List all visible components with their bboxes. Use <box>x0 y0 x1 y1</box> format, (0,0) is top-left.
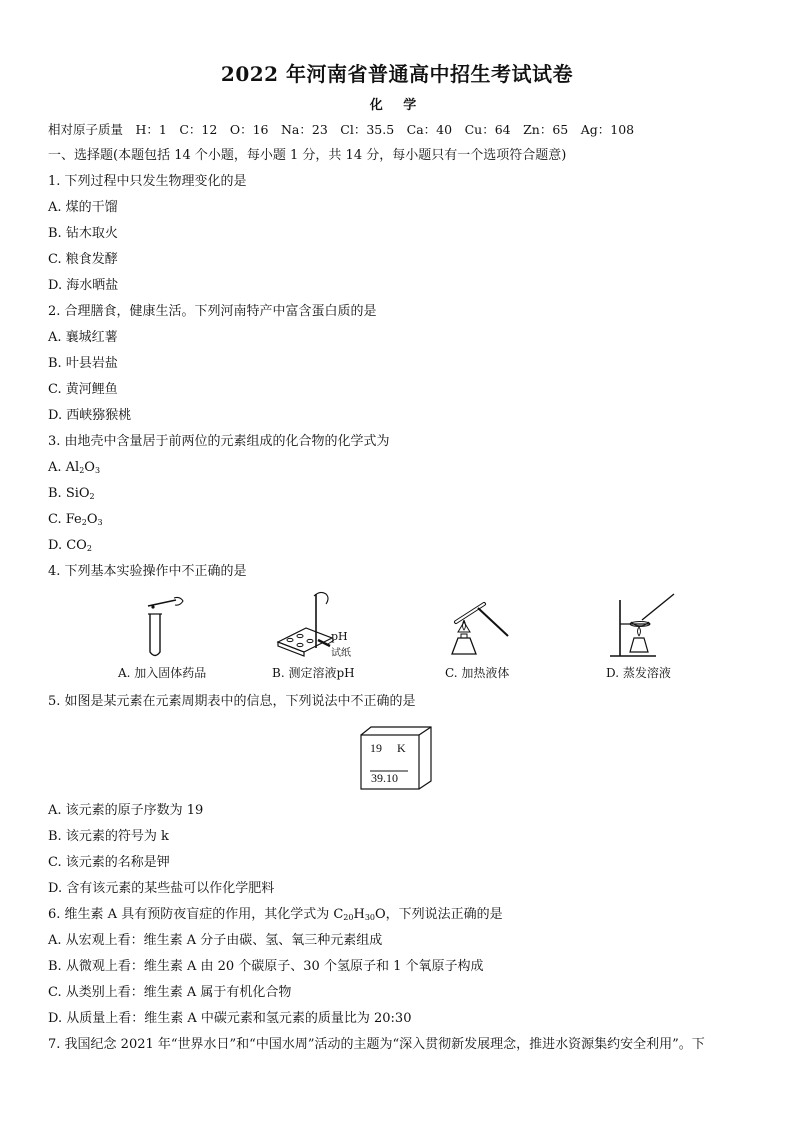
q7-stem: 7. 我国纪念 2021 年“世界水日”和“中国水周”活动的主题为“深入贯彻新发展理念，推进水资源集约安全利用”。下 <box>48 1037 705 1052</box>
q2-option-b: B. 叶县岩盐 <box>48 356 118 371</box>
q4-caption-c: C. 加热液体 <box>445 666 510 680</box>
q4-caption-b: B. 测定溶液pH <box>272 666 355 680</box>
q2-option-c: C. 黄河鲤鱼 <box>48 382 118 397</box>
q5-option-d: D. 含有该元素的某些盐可以作化学肥料 <box>48 881 275 896</box>
test-tube-solid-illustration <box>136 596 196 662</box>
q1-stem: 1. 下列过程中只发生物理变化的是 <box>48 174 247 189</box>
q4-stem: 4. 下列基本实验操作中不正确的是 <box>48 564 247 579</box>
q6-stem: 6. 维生素 A 具有预防夜盲症的作用，其化学式为 $C_{20}H_{30}O$，下列说法正确的是 <box>48 907 503 922</box>
q6-option-a: A. 从宏观上看：维生素 A 分子由碳、氢、氧三种元素组成 <box>48 933 383 948</box>
element-atomic-number: 19 <box>370 741 382 755</box>
q6-option-b: B. 从微观上看：维生素 A 由 20 个碳原子、30 个氢原子和 1 个氧原子构成 <box>48 959 484 974</box>
q1-option-d: D. 海水晒盐 <box>48 278 119 293</box>
q6-option-d: D. 从质量上看：维生素 A 中碳元素和氢元素的质量比为 20:30 <box>48 1011 412 1026</box>
section-heading: 一、选择题(本题包括 14 个小题，每小题 1 分，共 14 分，每小题只有一个选项符合题意) <box>48 148 567 163</box>
q2-stem: 2. 合理膳食，健康生活。下列河南特产中富含蛋白质的是 <box>48 304 377 319</box>
q4-caption-a: A. 加入固体药品 <box>118 666 207 680</box>
ph-label: pH <box>331 630 348 643</box>
q6-option-c: C. 从类别上看：维生素 A 属于有机化合物 <box>48 985 292 1000</box>
q5-stem: 5. 如图是某元素在元素周期表中的信息，下列说法中不正确的是 <box>48 694 416 709</box>
evaporation-illustration <box>604 592 684 662</box>
q5-option-b: B. 该元素的符号为 k <box>48 829 169 844</box>
q1-option-a: A. 煤的干馏 <box>48 200 118 215</box>
q3-option-a: A. $Al_2O_3$ <box>48 460 101 475</box>
q4-caption-d: D. 蒸发溶液 <box>606 666 671 680</box>
atomic-masses: 相对原子质量 H：1 C：12 O：16 Na：23 Cl：35.5 Ca：40 Cu：64 Zn：65 Ag：108 <box>48 122 635 137</box>
subject-label: 化 学 <box>369 98 425 113</box>
exam-title: 2022 年河南省普通高中招生考试试卷 <box>220 62 574 86</box>
q2-option-d: D. 西峡猕猴桃 <box>48 408 132 423</box>
q3-option-b: B. SiO$_2$ <box>48 486 95 501</box>
q3-stem: 3. 由地壳中含量居于前两位的元素组成的化合物的化学式为 <box>48 434 390 449</box>
q5-option-a: A. 该元素的原子序数为 19 <box>48 803 204 818</box>
element-symbol: K <box>397 741 406 755</box>
heating-liquid-illustration <box>442 596 522 662</box>
q3-option-c: C. $Fe_2O_3$ <box>48 512 103 527</box>
q2-option-a: A. 襄城红薯 <box>48 330 118 345</box>
q1-option-b: B. 钻木取火 <box>48 226 118 241</box>
q3-option-d: D. $CO_2$ <box>48 538 92 553</box>
q1-option-c: C. 粮食发酵 <box>48 252 118 267</box>
test-paper-label: 试纸 <box>331 648 351 659</box>
q5-option-c: C. 该元素的名称是钾 <box>48 855 170 870</box>
element-atomic-mass: 39.10 <box>371 771 398 785</box>
